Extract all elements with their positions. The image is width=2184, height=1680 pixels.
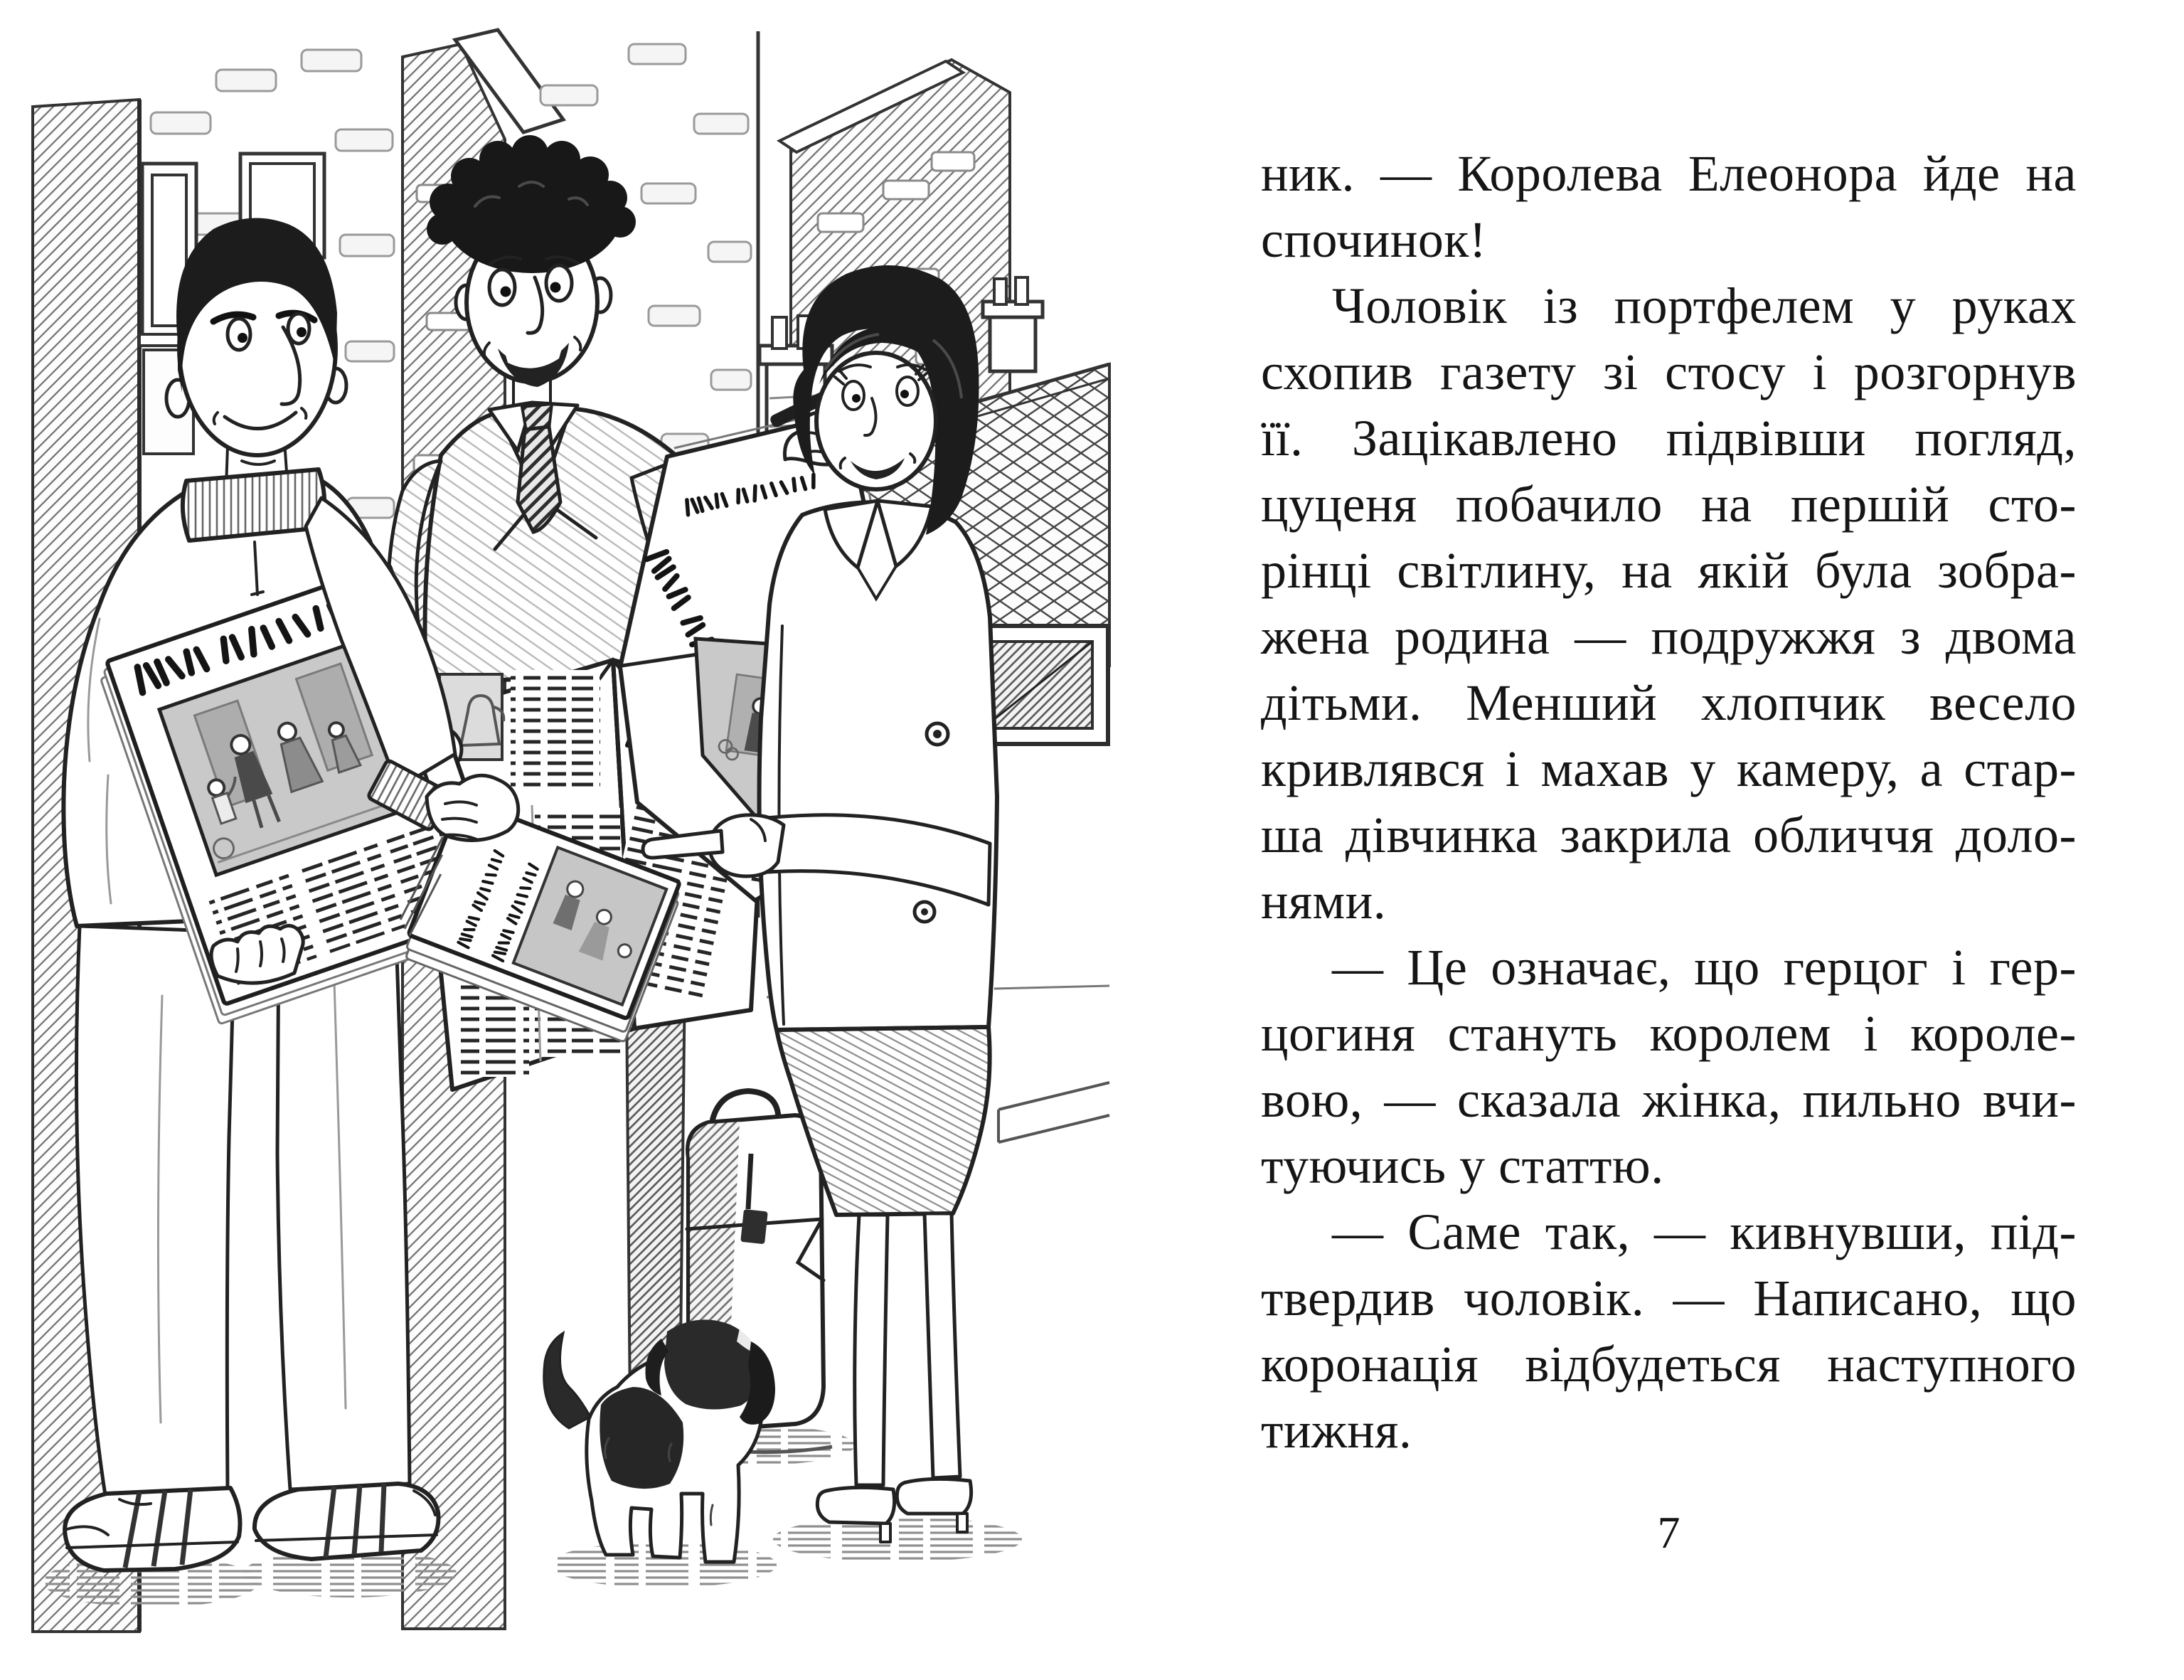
text-line: вою, — сказала жінка, пильно вчи- — [1261, 1071, 2077, 1128]
woman-blazer — [760, 502, 997, 1030]
text-line: схопив газету зі стосу і розгорнув — [1261, 344, 2077, 400]
text-line: — Це означає, що герцог і гер- — [1332, 939, 2077, 996]
text-line: Чоловік із портфелем у руках — [1332, 277, 2077, 334]
text-line: жена родина — подружжя з двома — [1261, 608, 2077, 665]
puppy — [544, 1319, 777, 1588]
curb — [998, 1083, 1109, 1142]
story-text — [1261, 141, 2077, 1464]
text-line: цуценя побачило на першій сто- — [1261, 476, 2077, 533]
text-line: коронація відбудеться наступного — [1261, 1336, 2077, 1393]
text-line: твердив чоловік. — Написано, що — [1261, 1270, 2077, 1327]
text-line: цогиня стануть королем і короле- — [1261, 1005, 2077, 1062]
text-line: дітьми. Менший хлопчик весело — [1261, 674, 2077, 731]
text-line: її. Зацікавлено підвівши погляд, — [1261, 410, 2077, 467]
puppy-tail — [544, 1333, 590, 1428]
text-line: тижня. — [1261, 1402, 1412, 1459]
striped-collar — [183, 469, 324, 541]
page-number: 7 — [1657, 1507, 1680, 1558]
text-line: кривлявся і махав у камеру, а стар- — [1261, 740, 2077, 797]
briefcase-handle — [713, 1091, 778, 1120]
text-line: спочинок! — [1261, 211, 1487, 268]
text-line: нями. — [1261, 873, 1387, 930]
text-line: ник. — Королева Елеонора йде на — [1261, 145, 2077, 202]
text-line: рінці світлину, на якій була зобра- — [1261, 542, 2077, 599]
text-line: туючись у статтю. — [1261, 1137, 1664, 1194]
text-line: — Саме так, — кивнувши, під- — [1332, 1203, 2077, 1260]
text-line: ша дівчинка закрила обличчя доло- — [1261, 807, 2077, 863]
